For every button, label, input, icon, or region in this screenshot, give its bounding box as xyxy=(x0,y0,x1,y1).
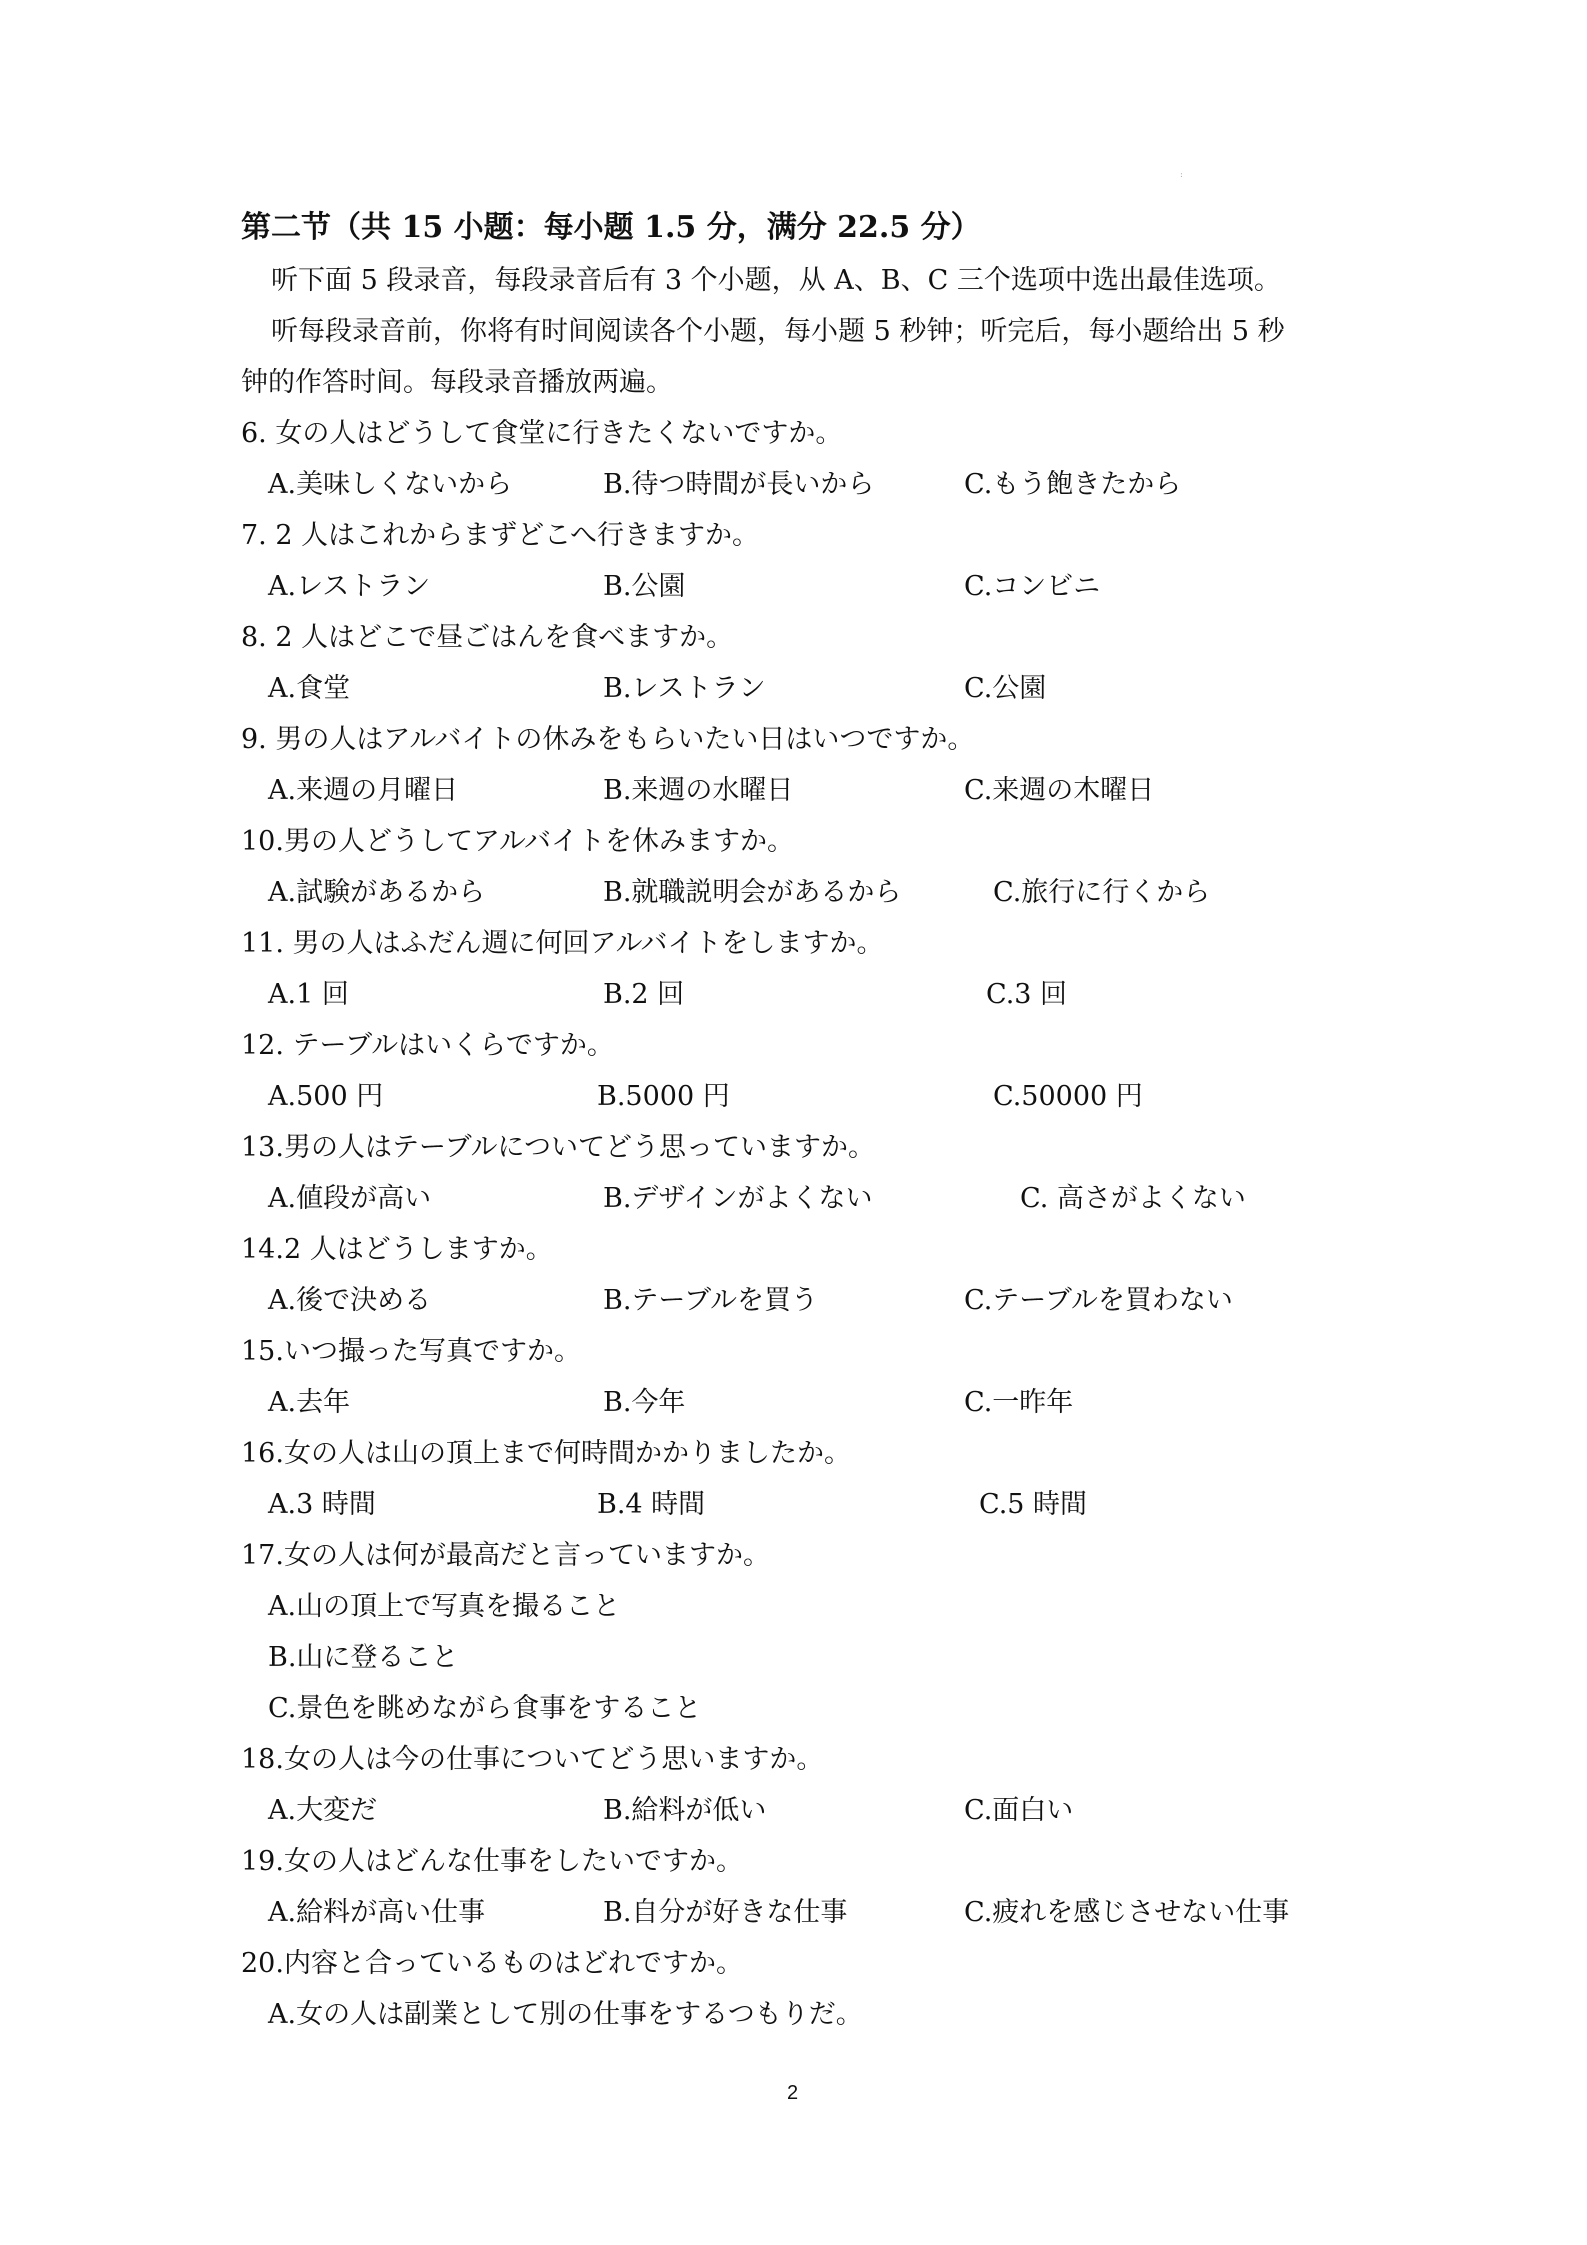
question-15-option-c: C.一昨年 xyxy=(964,1387,1074,1418)
question-17-option-a: A.山の頂上で写真を撮ること xyxy=(268,1591,621,1622)
question-19-stem: 19.女の人はどんな仕事をしたいですか。 xyxy=(241,1846,743,1877)
question-17-stem: 17.女の人は何が最高だと言っていますか。 xyxy=(241,1540,770,1571)
question-7-stem: 7. 2 人はこれからまずどこへ行きますか。 xyxy=(241,520,760,551)
question-13-stem: 13.男の人はテーブルについてどう思っていますか。 xyxy=(241,1132,875,1163)
question-16-option-c: C.5 時間 xyxy=(979,1489,1088,1520)
question-18-option-c: C.面白い xyxy=(964,1795,1074,1826)
question-13-option-b: B.デザインがよくない xyxy=(603,1183,873,1214)
question-12-option-a: A.500 円 xyxy=(268,1081,384,1112)
question-11-stem: 11. 男の人はふだん週に何回アルバイトをしますか。 xyxy=(241,928,884,959)
question-8-option-c: C.公園 xyxy=(964,673,1047,704)
question-14-option-c: C.テーブルを買わない xyxy=(964,1285,1233,1316)
instruction-line-3: 钟的作答时间。每段录音播放两遍。 xyxy=(241,367,673,398)
question-19-option-a: A.給料が高い仕事 xyxy=(268,1897,486,1928)
question-15-option-b: B.今年 xyxy=(603,1387,686,1418)
instruction-line-2: 听每段录音前，你将有时间阅读各个小题，每小题 5 秒钟；听完后，每小题给出 5 秒 xyxy=(271,316,1285,347)
question-9-option-b: B.来週の水曜日 xyxy=(603,775,794,806)
question-13-option-a: A.値段が高い xyxy=(268,1183,432,1214)
question-18-option-b: B.給料が低い xyxy=(603,1795,767,1826)
question-16-stem: 16.女の人は山の頂上まで何時間かかりましたか。 xyxy=(241,1438,851,1469)
question-15-option-a: A.去年 xyxy=(268,1387,351,1418)
question-16-option-b: B.4 時間 xyxy=(597,1489,706,1520)
question-18-stem: 18.女の人は今の仕事についてどう思いますか。 xyxy=(241,1744,824,1775)
instruction-line-1: 听下面 5 段录音，每段录音后有 3 个小题，从 A、B、C 三个选项中选出最佳选项。 xyxy=(271,265,1281,296)
question-16-option-a: A.3 時間 xyxy=(268,1489,376,1520)
question-17-option-b: B.山に登ること xyxy=(268,1642,459,1673)
question-8-option-a: A.食堂 xyxy=(268,673,351,704)
question-18-option-a: A.大変だ xyxy=(268,1795,378,1826)
question-9-option-a: A.来週の月曜日 xyxy=(268,775,459,806)
corner-mark: ː xyxy=(1180,170,1183,179)
question-11-option-c: C.3 回 xyxy=(986,979,1068,1010)
question-7-option-b: B.公園 xyxy=(603,571,686,602)
question-8-option-b: B.レストラン xyxy=(603,673,766,704)
question-20-stem: 20.内容と合っているものはどれですか。 xyxy=(241,1948,743,1979)
question-13-option-c: C. 高さがよくない xyxy=(1020,1183,1246,1214)
question-9-stem: 9. 男の人はアルバイトの休みをもらいたい日はいつですか。 xyxy=(241,724,975,755)
question-15-stem: 15.いつ撮った写真ですか。 xyxy=(241,1336,581,1367)
question-19-option-c: C.疲れを感じさせない仕事 xyxy=(964,1897,1290,1928)
question-12-stem: 12. テーブルはいくらですか。 xyxy=(241,1030,614,1061)
question-6-option-a: A.美味しくないから xyxy=(268,469,513,500)
question-7-option-a: A.レストラン xyxy=(268,571,431,602)
question-19-option-b: B.自分が好きな仕事 xyxy=(603,1897,848,1928)
page-number: 2 xyxy=(787,2082,799,2104)
question-20-option-a: A.女の人は副業として別の仕事をするつもりだ。 xyxy=(268,1999,863,2030)
question-14-option-b: B.テーブルを買う xyxy=(603,1285,818,1316)
question-10-stem: 10.男の人どうしてアルバイトを休みますか。 xyxy=(241,826,794,857)
question-17-option-c: C.景色を眺めながら食事をすること xyxy=(268,1693,702,1724)
question-11-option-a: A.1 回 xyxy=(268,979,349,1010)
question-11-option-b: B.2 回 xyxy=(603,979,685,1010)
question-10-option-c: C.旅行に行くから xyxy=(993,877,1211,908)
question-12-option-b: B.5000 円 xyxy=(597,1081,730,1112)
question-8-stem: 8. 2 人はどこで昼ごはんを食べますか。 xyxy=(241,622,734,653)
section-heading: 第二节（共 15 小题：每小题 1.5 分，满分 22.5 分） xyxy=(241,210,981,245)
question-14-stem: 14.2 人はどうしますか。 xyxy=(241,1234,553,1265)
question-9-option-c: C.来週の木曜日 xyxy=(964,775,1155,806)
question-12-option-c: C.50000 円 xyxy=(993,1081,1143,1112)
question-6-stem: 6. 女の人はどうして食堂に行きたくないですか。 xyxy=(241,418,843,449)
question-6-option-b: B.待つ時間が長いから xyxy=(603,469,875,500)
question-10-option-a: A.試験があるから xyxy=(268,877,486,908)
question-14-option-a: A.後で決める xyxy=(268,1285,432,1316)
question-10-option-b: B.就職説明会があるから xyxy=(603,877,902,908)
question-6-option-c: C.もう飽きたから xyxy=(964,469,1182,500)
question-7-option-c: C.コンビニ xyxy=(964,571,1101,602)
